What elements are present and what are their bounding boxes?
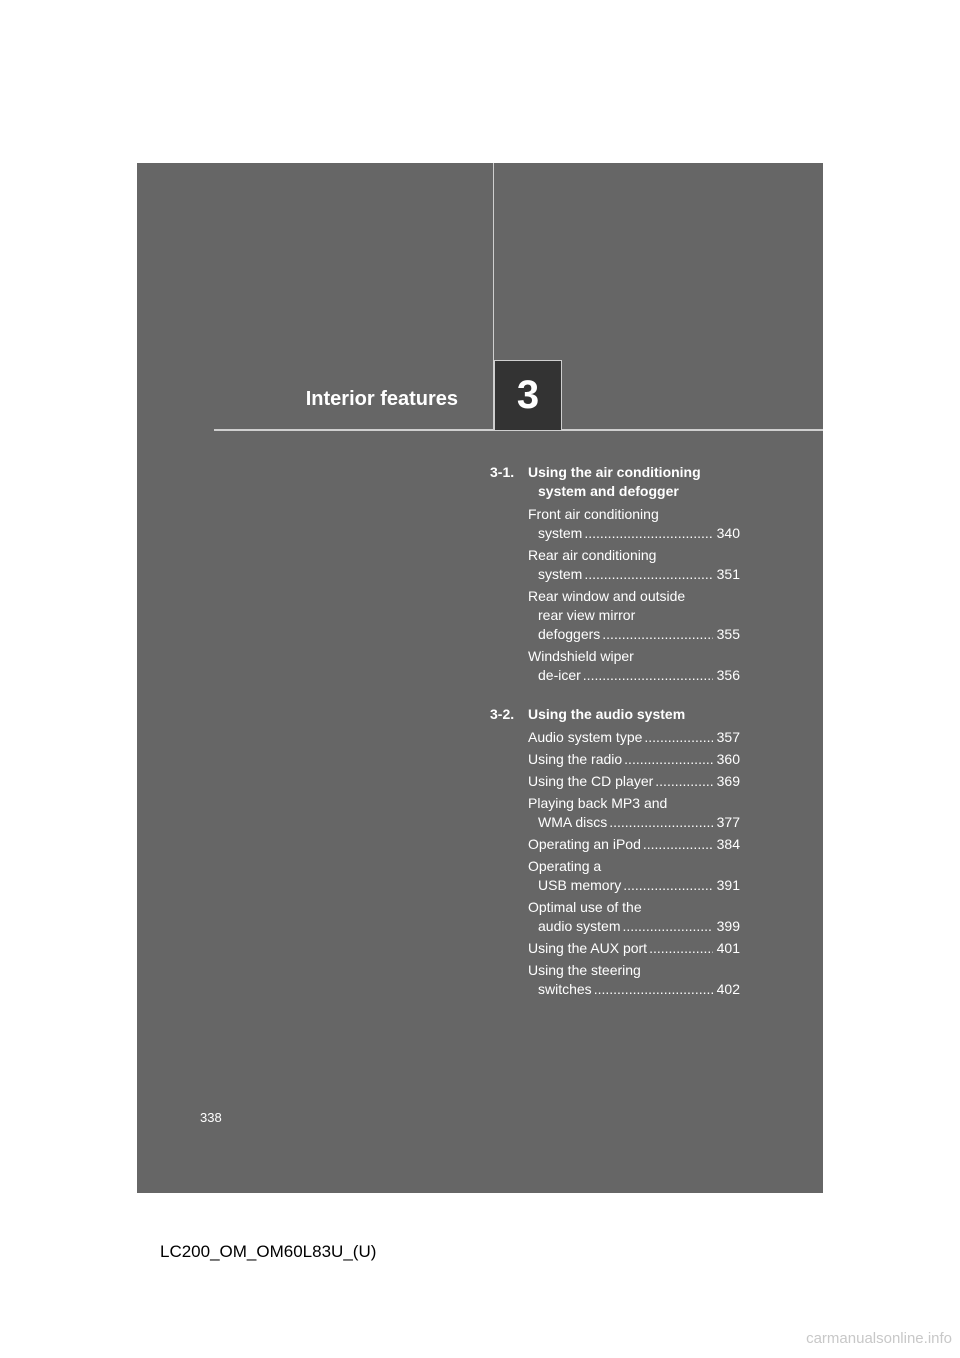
entry-text: defoggers (538, 626, 601, 642)
entry-text: system (538, 566, 583, 582)
entry-text: USB memory (538, 877, 622, 893)
toc-section (490, 705, 740, 999)
dot-leader (644, 728, 712, 747)
chapter-title: Interior features (305, 388, 458, 410)
toc-entry[interactable] (528, 939, 740, 958)
dot-leader (649, 939, 713, 958)
section-title (528, 463, 701, 501)
dot-leader (584, 524, 712, 543)
entry-text: Rear air conditioning (528, 547, 657, 563)
toc-entry[interactable] (528, 647, 740, 685)
dot-leader (584, 565, 712, 584)
section-heading[interactable] (490, 463, 740, 501)
toc-entry[interactable] (528, 961, 740, 999)
dot-leader (624, 750, 712, 769)
entry-page-number: 340 (716, 525, 740, 541)
entry-text: Operating a (528, 858, 602, 874)
section-title-line: system and defogger (538, 483, 679, 499)
entry-page-number: 391 (716, 877, 740, 893)
toc-entry[interactable] (528, 546, 740, 584)
dot-leader (583, 666, 713, 685)
entry-text: Optimal use of the (528, 899, 642, 915)
section-number: 3-2. (490, 706, 515, 722)
entry-text: de-icer (538, 667, 581, 683)
dot-leader (623, 876, 712, 895)
document-code: LC200_OM_OM60L83U_(U) (160, 1242, 377, 1261)
toc-entry[interactable] (528, 728, 740, 747)
entry-text: Audio system type (528, 729, 643, 745)
entry-text: Playing back MP3 and (528, 795, 668, 811)
entry-text: Front air conditioning (528, 506, 659, 522)
entry-text: switches (538, 981, 592, 997)
toc-entry[interactable] (528, 857, 740, 895)
section-title-line: Using the audio system (528, 706, 686, 722)
table-of-contents (490, 463, 740, 1019)
entry-text: audio system (538, 918, 621, 934)
dot-leader (655, 772, 712, 791)
section-heading[interactable] (490, 705, 740, 724)
entry-text: Using the steering (528, 962, 641, 978)
toc-section (490, 463, 740, 685)
toc-entry[interactable] (528, 835, 740, 854)
entry-text: Rear window and outside (528, 588, 686, 604)
dot-leader (594, 980, 713, 999)
entry-text: system (538, 525, 583, 541)
section-title (528, 705, 685, 724)
section-number: 3-1. (490, 464, 515, 480)
entry-text: rear view mirror (538, 607, 636, 623)
dot-leader (609, 813, 712, 832)
entry-page-number: 377 (716, 814, 740, 830)
toc-entry[interactable] (528, 750, 740, 769)
chapter-number: 3 (516, 373, 540, 417)
section-title-line: Using the air conditioning (528, 464, 701, 480)
entry-page-number: 399 (716, 918, 740, 934)
watermark: carmanualsonline.info (806, 1330, 952, 1347)
dot-leader (602, 625, 712, 644)
entry-text: Operating an iPod (528, 836, 641, 852)
entry-page-number: 401 (716, 940, 740, 956)
toc-entry[interactable] (528, 772, 740, 791)
page-number: 338 (200, 1110, 222, 1125)
toc-entry[interactable] (528, 505, 740, 543)
entry-text: Using the radio (528, 751, 623, 767)
entry-text: WMA discs (538, 814, 608, 830)
entry-page-number: 360 (716, 751, 740, 767)
toc-entry[interactable] (528, 587, 740, 644)
entry-text: Windshield wiper (528, 648, 634, 664)
toc-entry[interactable] (528, 794, 740, 832)
entry-page-number: 384 (716, 836, 740, 852)
entry-text: Using the AUX port (528, 940, 648, 956)
entry-page-number: 355 (716, 626, 740, 642)
entry-page-number: 351 (716, 566, 740, 582)
entry-page-number: 369 (716, 773, 740, 789)
toc-entry[interactable] (528, 898, 740, 936)
entry-page-number: 356 (716, 667, 740, 683)
chapter-number-badge (494, 360, 562, 430)
entry-page-number: 402 (716, 981, 740, 997)
dot-leader (643, 835, 713, 854)
entry-page-number: 357 (716, 729, 740, 745)
entry-text: Using the CD player (528, 773, 654, 789)
dot-leader (622, 917, 712, 936)
